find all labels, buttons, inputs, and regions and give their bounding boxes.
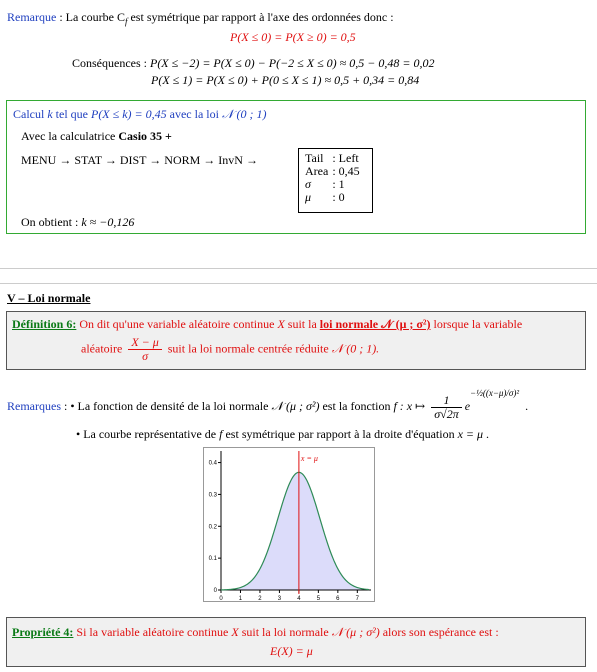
consequences-label: Conséquences : [72,56,150,70]
definition-text-c: lorsque la variable [430,317,523,331]
remarks-bullet1-b: est la fonction [319,399,394,413]
calc-result-value: k ≈ −0,126 [81,215,135,229]
fraction-denominator: σ [142,349,148,363]
param-name: μ [305,190,312,204]
param-value: : Left [332,151,359,165]
calc-result [21,215,134,230]
definition-line1 [12,317,522,332]
definition-law: 𝒩 (0 ; 1). [331,341,380,356]
remark-label: Remarque [7,10,57,24]
remarks-bullet1-end: . [525,399,529,413]
param-name: σ [305,177,311,191]
property-text-a: Si la variable aléatoire continue [73,625,232,639]
property-var: X [231,625,239,639]
remarks-bullet2-eq: x = μ [457,427,484,441]
property-equation: E(X) = μ [270,644,313,658]
definition-line2 [81,336,379,363]
remark-equation: P(X ≤ 0) = P(X ≥ 0) = 0,5 [230,30,356,44]
separator [0,268,597,269]
property-box [6,617,586,667]
param-row [303,191,362,204]
param-value: : 0,45 [332,164,360,178]
remarks-bullet1-a: : • La fonction de densité de la loi normale [60,399,272,413]
mean-annotation: x = μ [300,454,318,463]
remarks-line1 [7,388,528,421]
definition-text-a: On dit qu'une variable aléatoire continue [76,317,278,331]
param-value: : 0 [332,190,345,204]
remarks-line2 [76,427,489,442]
remarks-bullet1-f: f : x ↦ [393,399,426,413]
calc-title-law: 𝒩 (0 ; 1) [221,107,267,121]
calc-title-eq: P(X ≤ k) = 0,45 [90,107,167,121]
remarks-bullet2-f: f [219,427,223,441]
property-text-c: alors son espérance est : [379,625,499,639]
separator [0,283,597,284]
consequences-eq1: P(X ≤ −2) = P(X ≤ 0) − P(−2 ≤ X ≤ 0) ≈ 0,5 − 0,48 = 0,02 [149,56,435,70]
y-tick-label: 0.2 [208,524,217,531]
definition-var: X [277,317,285,331]
density-exponent: −½((x−μ)/σ)² [470,388,520,398]
density-exp-base: e [464,399,471,413]
consequences-eq2: P(X ≤ 1) = P(X ≤ 0) + P(0 ≤ X ≤ 1) ≈ 0,5 + 0,34 = 0,84 [151,73,420,87]
property-law: 𝒩 (μ ; σ²) [331,625,380,639]
param-name: Tail [305,151,324,165]
fraction-numerator: X − μ [128,336,161,350]
property-label: Propriété 4: [12,625,74,639]
calc-title-c: avec la loi [166,107,222,121]
definition-text-e: suit la loi normale centrée réduite [167,341,332,356]
x-tick-label: 2 [258,596,262,602]
normal-density-chart [203,447,375,602]
definition-term: loi normale 𝒩 (μ ; σ²) [319,317,431,331]
calc-title-k: k [47,107,53,121]
density-fraction [431,394,462,421]
y-tick-label: 0 [213,588,217,594]
property-line [12,625,499,640]
calc-params-box [298,148,373,213]
remark-text: : La courbe C [56,10,125,24]
x-tick-label: 6 [336,596,340,602]
calc-params-table [303,152,362,204]
x-tick-label: 4 [297,596,301,602]
calc-box [6,100,586,234]
density-numerator: 1 [431,394,462,408]
remark-sub: f [124,16,128,27]
remarks-bullet1-law: 𝒩 (μ ; σ²) [271,399,320,413]
consequences-line1 [72,56,434,71]
y-tick-label: 0.1 [208,556,217,563]
property-text-b: suit la loi normale [238,625,332,639]
param-name: Area [305,164,329,178]
x-tick-label: 7 [355,596,359,602]
calc-title-b: tel que [52,107,91,121]
calc-line-a: Avec la calculatrice [21,129,119,143]
calc-model: Casio 35 + [118,129,172,143]
x-tick-label: 3 [277,596,282,602]
x-tick-label: 1 [238,596,243,602]
calc-title-a: Calcul [13,107,48,121]
calc-title [13,107,266,122]
definition-text-b: suit la [284,317,320,331]
remarks-bullet2: • La courbe représentative de [76,427,220,441]
menu-path: MENU → STAT → DIST → NORM → InvN → [21,153,258,167]
param-value: : 1 [332,177,345,191]
definition-text-d: aléatoire [81,341,123,356]
definition-fraction [128,336,161,363]
remarks-bullet2-end: . [483,427,490,441]
x-tick-label: 0 [219,596,223,602]
definition-label: Définition 6: [12,317,77,331]
remarks-bullet2-b: est symétrique par rapport à la droite d'équation [222,427,458,441]
remarks-label: Remarques [7,399,61,413]
calc-line [21,129,172,144]
calc-result-label: On obtient : [21,215,82,229]
x-tick-label: 5 [316,596,321,602]
remark-text2: est symétrique par rapport à l'axe des ordonnées donc : [127,10,394,24]
remark-line [7,10,394,26]
density-denominator: σ√2π [434,406,459,421]
definition-box [6,311,586,370]
y-tick-label: 0.4 [208,460,217,467]
section-title: V – Loi normale [7,291,91,305]
y-tick-label: 0.3 [208,492,217,499]
